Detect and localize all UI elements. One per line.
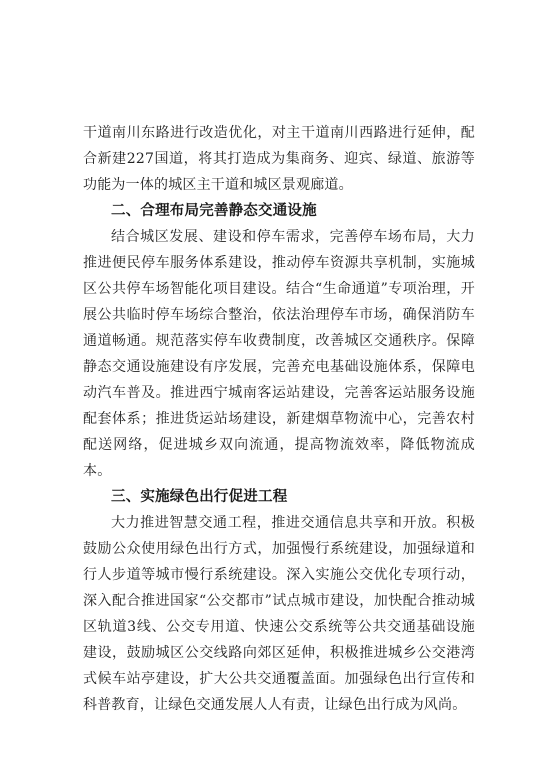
- section-2-heading: 二、合理布局完善静态交通设施: [111, 203, 317, 219]
- section-2-paragraph: 结合城区发展、建设和停车需求，完善停车场布局，大力推进便民停车服务体系建设，推动停车资源共享机制，实施城区公共停车场智能化项目建设。结合“生命通道”专项治理，开展公共临时停车场综合整治，依法治理停车市场，确保消防车通道畅通。规范落实停车收费制度，改善城区交通秩序。保障静态交通设施建设有序发展，完善充电基础设施体系，保障电动汽车普及。推进西宁城南客运站建设，完善客运站服务设施配套体系；推进货运站场建设，新建烟草物流中心，完善农村配送网络，促进城乡双向流通，提高物流效率，降低物流成本。: [83, 229, 475, 479]
- section-3-heading: 三、实施绿色出行促进工程: [111, 489, 288, 505]
- continued-paragraph: 干道南川东路进行改造优化，对主干道南川西路进行延伸，配合新建227国道，将其打造成为集商务、迎宾、绿道、旅游等功能为一体的城区主干道和城区景观廊道。: [83, 125, 475, 193]
- section-3-paragraph: 大力推进智慧交通工程，推进交通信息共享和开放。积极鼓励公众使用绿色出行方式，加强慢行系统建设，加强绿道和行人步道等城市慢行系统建设。深入实施公交优化专项行动，深入配合推进国家“公交都市”试点城市建设，加快配合推动城区轨道3线、公交专用道、快速公交系统等公共交通基础设施建设，鼓励城区公交线路向郊区延伸，积极推进城乡公交港湾式候车站亭建设，扩大公共交通覆盖面。加强绿色出行宣传和科普教育，让绿色交通发展人人有责，让绿色出行成为风尚。: [83, 515, 475, 713]
- document-body: [83, 120, 475, 718]
